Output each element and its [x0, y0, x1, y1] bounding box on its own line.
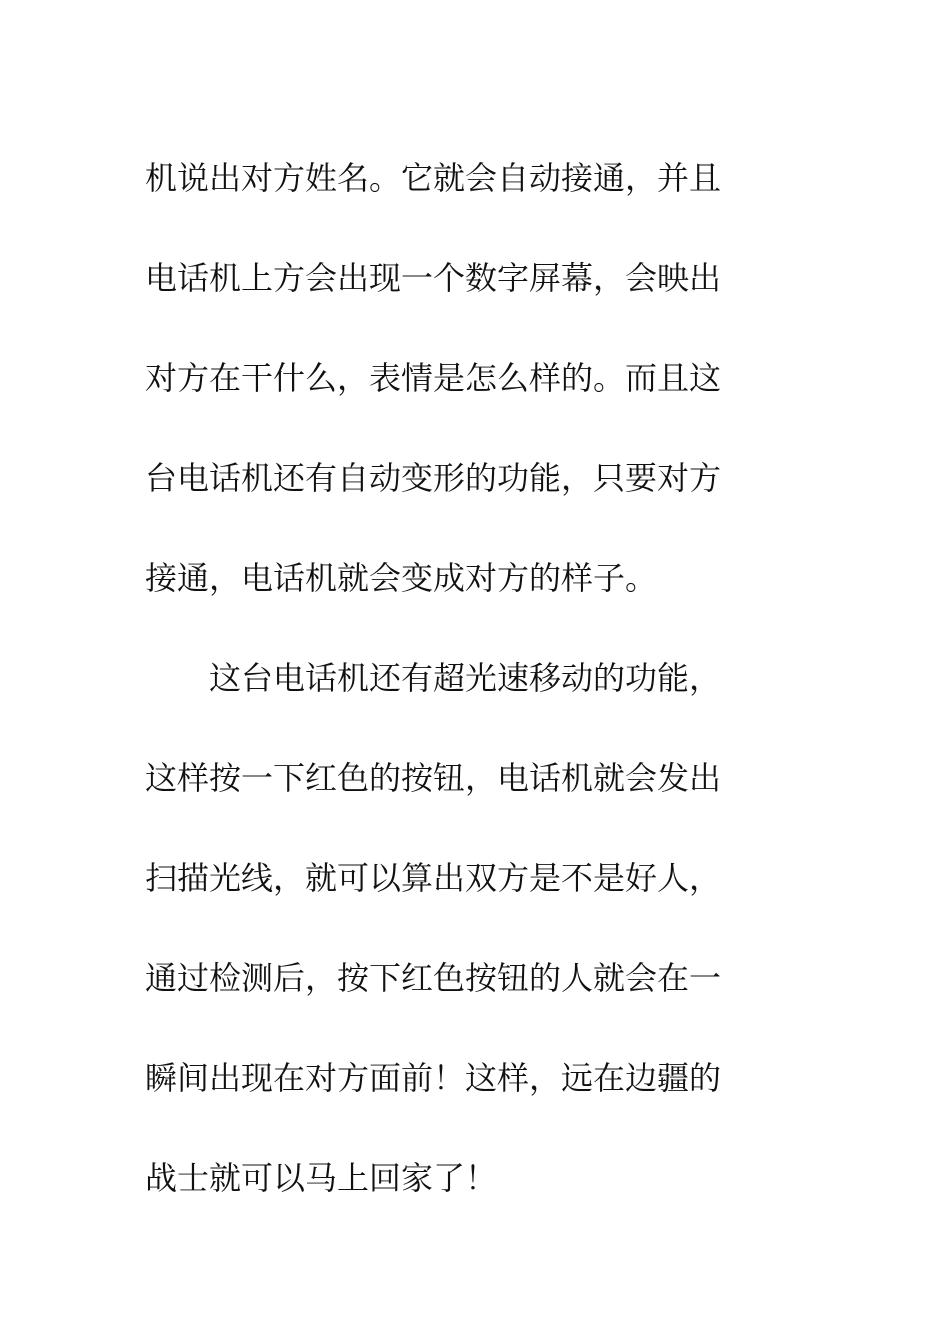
text-line: 这台电话机还有超光速移动的功能， [145, 659, 722, 697]
text-line: 这样按一下红色的按钮，电话机就会发出 [145, 759, 722, 797]
document-text [145, 128, 785, 1228]
text-line: 对方在干什么，表情是怎么样的。而且这 [145, 359, 722, 397]
text-line: 电话机上方会出现一个数字屏幕，会映出 [145, 259, 722, 297]
text-line: 台电话机还有自动变形的功能，只要对方 [145, 459, 722, 497]
text-line: 机说出对方姓名。它就会自动接通，并且 [145, 159, 722, 197]
text-line: 扫描光线，就可以算出双方是不是好人， [145, 859, 722, 897]
text-line: 瞬间出现在对方面前！这样，远在边疆的 [145, 1059, 722, 1097]
text-line: 接通，电话机就会变成对方的样子。 [145, 559, 658, 597]
text-line: 战士就可以马上回家了！ [145, 1159, 498, 1197]
text-line: 通过检测后，按下红色按钮的人就会在一 [145, 959, 722, 997]
